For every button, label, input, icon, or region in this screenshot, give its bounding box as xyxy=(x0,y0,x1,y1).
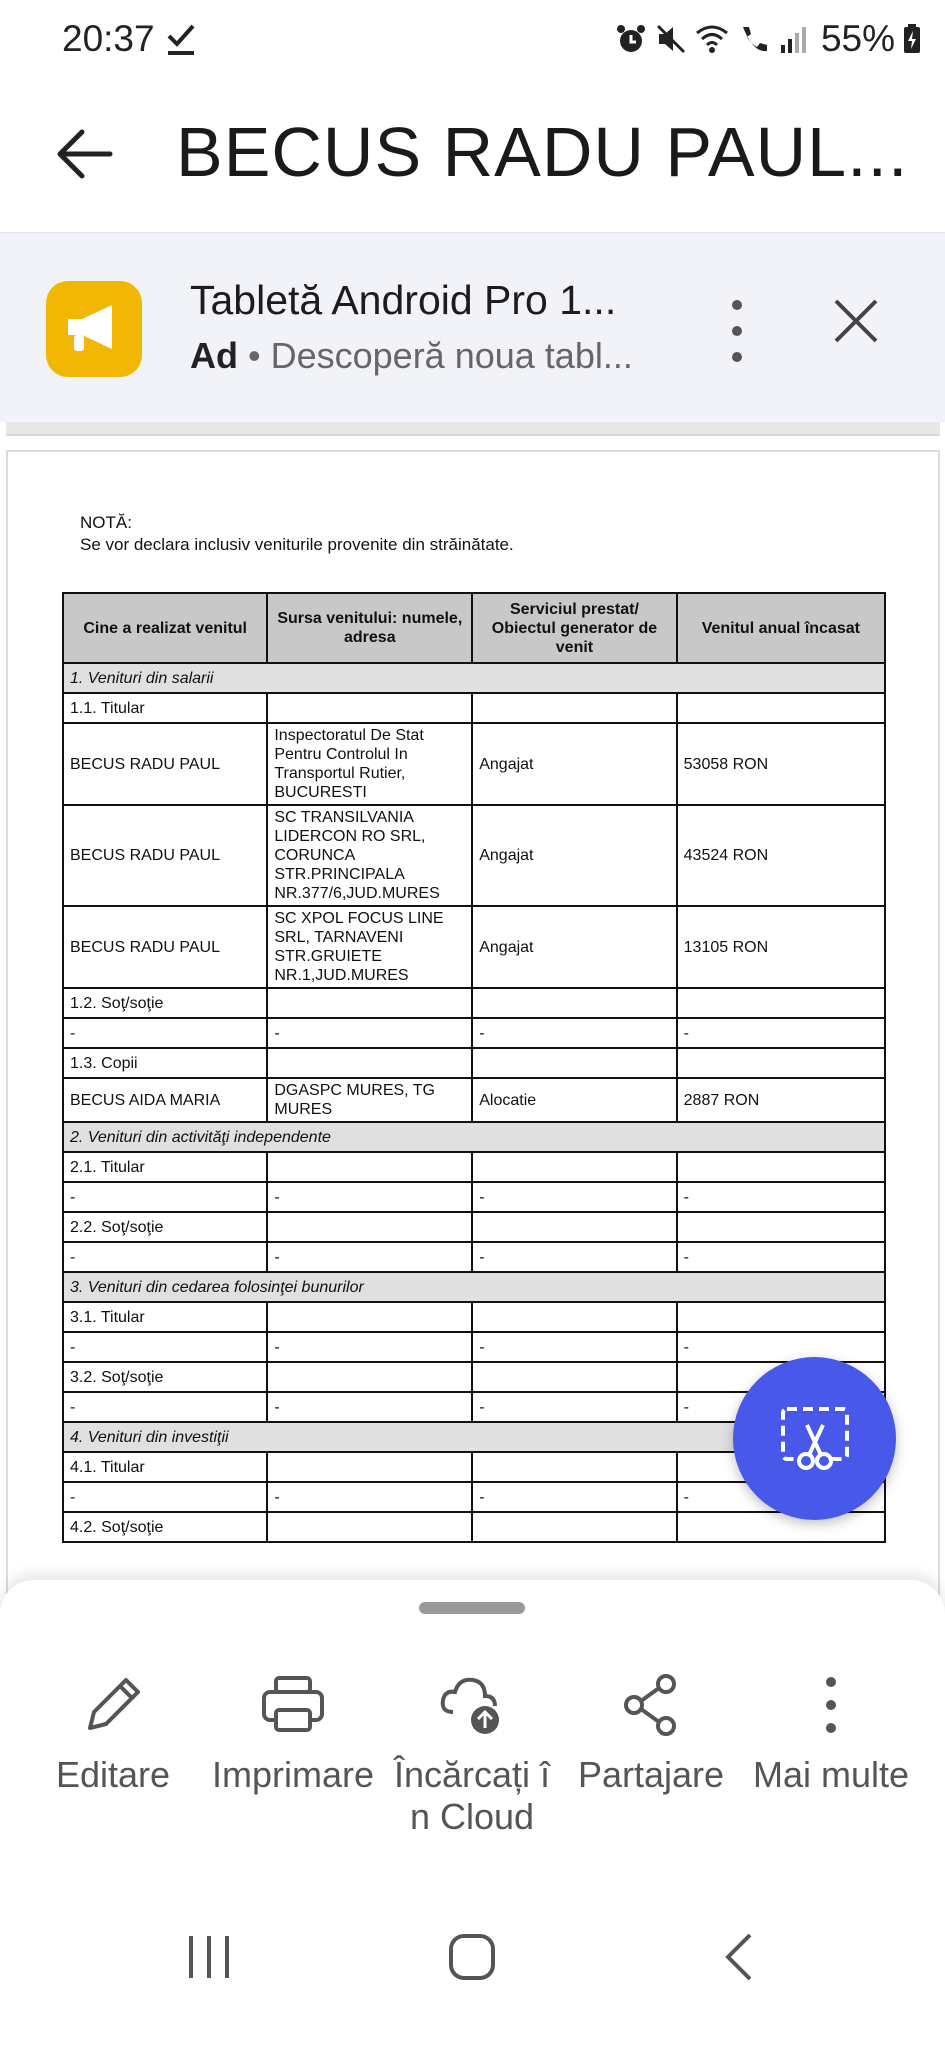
battery-percent: 55% xyxy=(820,18,895,59)
back-icon[interactable] xyxy=(722,1932,756,1982)
table-cell: - xyxy=(63,1482,267,1512)
table-cell xyxy=(267,693,472,723)
divider xyxy=(6,422,940,436)
table-cell: 13105 RON xyxy=(677,906,885,988)
table-cell: Angajat xyxy=(472,906,676,988)
table-row xyxy=(63,1302,885,1332)
more-button[interactable] xyxy=(746,1668,916,1796)
megaphone-icon xyxy=(64,303,124,355)
table-cell xyxy=(677,1048,885,1078)
table-cell: 4.2. Soţ/soţie xyxy=(63,1512,267,1542)
section-title: 3. Venituri din cedarea folosinţei bunurilor xyxy=(63,1272,885,1302)
table-cell: Angajat xyxy=(472,805,676,906)
table-cell xyxy=(472,1152,676,1182)
table-cell: Alocatie xyxy=(472,1078,676,1122)
table-row xyxy=(63,1182,885,1212)
note-text: Se vor declara inclusiv veniturile provenite din străinătate. xyxy=(80,535,514,554)
share-button[interactable] xyxy=(566,1668,736,1796)
table-cell xyxy=(472,693,676,723)
more-vertical-icon xyxy=(816,1670,846,1740)
pencil-icon xyxy=(78,1670,148,1740)
table-cell: - xyxy=(63,1018,267,1048)
table-cell: 53058 RON xyxy=(677,723,885,805)
table-cell: BECUS RADU PAUL xyxy=(63,906,267,988)
ad-logo xyxy=(46,281,142,377)
table-cell: 2.1. Titular xyxy=(63,1152,267,1182)
edit-button[interactable] xyxy=(28,1668,198,1796)
section-title: 4. Venituri din investiţii xyxy=(63,1422,885,1452)
table-cell xyxy=(677,1512,885,1542)
table-cell: - xyxy=(472,1242,676,1272)
column-header: Cine a realizat venitul xyxy=(63,593,267,663)
table-cell xyxy=(267,1048,472,1078)
table-cell: - xyxy=(267,1482,472,1512)
table-row xyxy=(63,1512,885,1542)
table-cell: - xyxy=(63,1332,267,1362)
table-cell xyxy=(267,1152,472,1182)
table-cell: BECUS RADU PAUL xyxy=(63,805,267,906)
table-cell: - xyxy=(677,1182,885,1212)
table-cell xyxy=(267,1302,472,1332)
table-cell xyxy=(677,693,885,723)
table-cell: 43524 RON xyxy=(677,805,885,906)
note-title: NOTĂ: xyxy=(80,513,132,532)
table-row xyxy=(63,805,885,906)
edit-label: Editare xyxy=(55,1754,171,1795)
table-cell: Inspectoratul De Stat Pentru Controlul In Transportul Rutier, BUCURESTI xyxy=(267,723,472,805)
mute-icon xyxy=(655,23,687,55)
status-icons xyxy=(615,18,921,60)
table-cell: - xyxy=(677,1392,885,1422)
table-cell xyxy=(677,988,885,1018)
table-cell: 3.1. Titular xyxy=(63,1302,267,1332)
ad-subtitle xyxy=(190,335,633,377)
wifi-call-icon xyxy=(737,23,771,55)
section-title: 2. Venituri din activităţi independente xyxy=(63,1122,885,1152)
table-row xyxy=(63,1048,885,1078)
section-title: 1. Venituri din salarii xyxy=(63,663,885,693)
table-cell: SC XPOL FOCUS LINE SRL, TARNAVENI STR.GRUIETE NR.1,JUD.MURES xyxy=(267,906,472,988)
screen-capture-button[interactable] xyxy=(733,1357,896,1520)
upload-cloud-button[interactable] xyxy=(387,1668,557,1838)
table-cell: - xyxy=(267,1242,472,1272)
home-icon[interactable] xyxy=(448,1932,496,1982)
table-cell xyxy=(267,988,472,1018)
table-cell: - xyxy=(472,1392,676,1422)
table-cell: - xyxy=(472,1332,676,1362)
table-cell xyxy=(267,1362,472,1392)
table-cell xyxy=(472,1512,676,1542)
table-cell: - xyxy=(63,1242,267,1272)
table-cell: - xyxy=(63,1182,267,1212)
table-cell: - xyxy=(677,1332,885,1362)
close-icon[interactable] xyxy=(830,295,882,347)
table-cell xyxy=(472,1212,676,1242)
table-row xyxy=(63,723,885,805)
table-row xyxy=(63,988,885,1018)
column-header: Serviciul prestat/ Obiectul generator de venit xyxy=(472,593,676,663)
table-cell: - xyxy=(63,1392,267,1422)
status-bar xyxy=(0,0,945,84)
table-cell: - xyxy=(472,1182,676,1212)
table-cell: 2887 RON xyxy=(677,1078,885,1122)
bottom-action-sheet xyxy=(0,1580,945,1880)
page-title: BECUS RADU PAUL... xyxy=(176,113,909,191)
table-row xyxy=(63,1078,885,1122)
table-row xyxy=(63,1212,885,1242)
share-label: Partajare xyxy=(577,1754,725,1795)
app-bar xyxy=(0,84,945,232)
table-cell: BECUS RADU PAUL xyxy=(63,723,267,805)
table-section-row xyxy=(63,663,885,693)
table-cell: BECUS AIDA MARIA xyxy=(63,1078,267,1122)
table-cell: 4.1. Titular xyxy=(63,1452,267,1482)
capture-scissors-icon xyxy=(777,1401,853,1477)
ad-banner[interactable] xyxy=(0,232,945,422)
table-cell: - xyxy=(267,1332,472,1362)
note xyxy=(80,512,514,556)
ad-headline[interactable]: Tabletă Android Pro 1... xyxy=(190,277,617,323)
wifi-icon xyxy=(695,23,729,55)
table-header-row xyxy=(63,593,885,663)
table-cell xyxy=(267,1512,472,1542)
column-header: Sursa venitului: numele, adresa xyxy=(267,593,472,663)
table-cell: 3.2. Soţ/soţie xyxy=(63,1362,267,1392)
alarm-icon xyxy=(615,23,647,55)
table-cell: - xyxy=(472,1018,676,1048)
table-cell: - xyxy=(677,1242,885,1272)
table-row xyxy=(63,693,885,723)
table-cell: DGASPC MURES, TG MURES xyxy=(267,1078,472,1122)
table-cell: - xyxy=(267,1018,472,1048)
table-cell xyxy=(677,1152,885,1182)
table-cell: - xyxy=(267,1392,472,1422)
table-cell xyxy=(267,1452,472,1482)
table-cell xyxy=(677,1302,885,1332)
table-cell: - xyxy=(267,1182,472,1212)
table-cell: SC TRANSILVANIA LIDERCON RO SRL, CORUNCA STR.PRINCIPALA NR.377/6,JUD.MURES xyxy=(267,805,472,906)
table-section-row xyxy=(63,1122,885,1152)
table-row xyxy=(63,1332,885,1362)
table-cell xyxy=(472,1048,676,1078)
table-cell: 1.1. Titular xyxy=(63,693,267,723)
table-cell xyxy=(472,1362,676,1392)
cloud-upload-icon xyxy=(437,1670,507,1740)
table-cell xyxy=(472,1302,676,1332)
table-cell: - xyxy=(677,1018,885,1048)
table-cell: 1.2. Soţ/soţie xyxy=(63,988,267,1018)
battery-icon xyxy=(903,24,921,54)
table-cell: - xyxy=(677,1482,885,1512)
system-navigation-bar xyxy=(0,1880,945,2048)
table-cell: 1.3. Copii xyxy=(63,1048,267,1078)
table-cell: 2.2. Soţ/soţie xyxy=(63,1212,267,1242)
table-row xyxy=(63,1018,885,1048)
more-label: Mai multe xyxy=(752,1754,910,1795)
share-icon xyxy=(616,1670,686,1740)
table-cell xyxy=(472,1452,676,1482)
check-icon xyxy=(166,22,196,56)
signal-icon xyxy=(779,23,807,55)
table-cell: Angajat xyxy=(472,723,676,805)
recent-apps-icon[interactable] xyxy=(186,1932,232,1982)
table-row xyxy=(63,1152,885,1182)
ad-description: • Descoperă noua tabl... xyxy=(238,335,633,376)
print-label: Imprimare xyxy=(211,1754,375,1795)
printer-icon xyxy=(258,1670,328,1740)
back-arrow-icon[interactable] xyxy=(48,118,120,190)
print-button[interactable] xyxy=(208,1668,378,1796)
clock: 20:37 xyxy=(62,18,155,59)
upload-cloud-label: Încărcați în Cloud xyxy=(393,1754,551,1837)
more-options-icon[interactable] xyxy=(720,293,760,369)
table-cell: - xyxy=(472,1482,676,1512)
table-row xyxy=(63,906,885,988)
table-cell xyxy=(267,1212,472,1242)
table-cell xyxy=(677,1212,885,1242)
column-header: Venitul anual încasat xyxy=(677,593,885,663)
ad-label: Ad xyxy=(190,335,238,376)
sheet-handle[interactable] xyxy=(419,1602,525,1614)
table-row xyxy=(63,1242,885,1272)
table-section-row xyxy=(63,1272,885,1302)
table-cell xyxy=(472,988,676,1018)
